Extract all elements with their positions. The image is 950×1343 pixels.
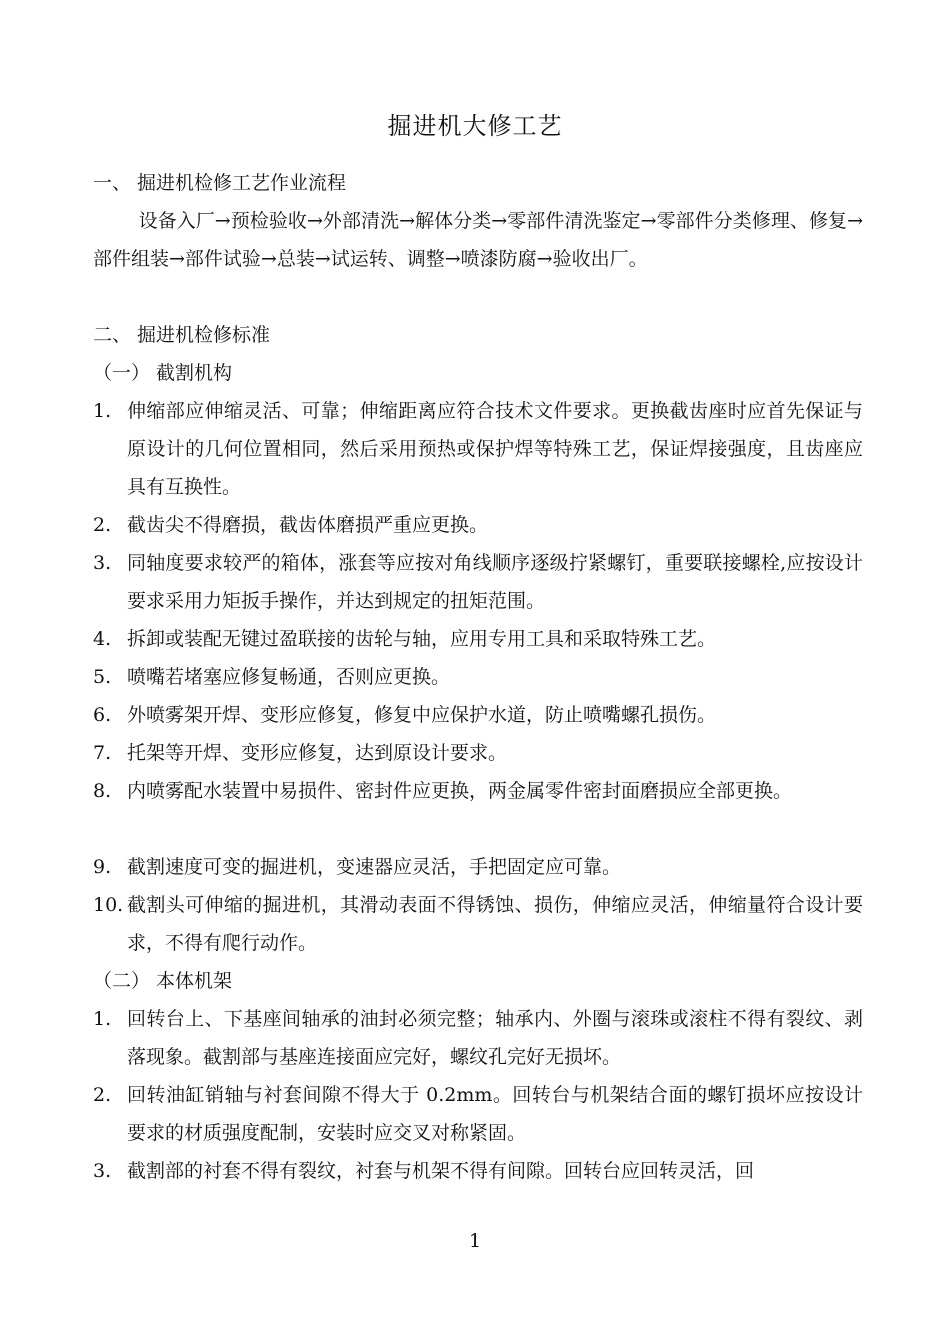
- item-number: 10.: [93, 894, 124, 916]
- list-item: 托架等开焊、变形应修复，达到原设计要求。: [127, 742, 508, 764]
- list-item: 截割速度可变的掘进机，变速器应灵活，手把固定应可靠。: [127, 856, 622, 878]
- list-item: 拆卸或装配无键过盈联接的齿轮与轴，应用专用工具和采取特殊工艺。: [127, 628, 717, 650]
- list-item: 同轴度要求较严的箱体，涨套等应按对角线顺序逐级拧紧螺钉，重要联接螺栓,应按设计要求采用力矩扳手操作，并达到规定的扭矩范围。: [127, 552, 863, 612]
- list-item: 截割部的衬套不得有裂纹，衬套与机架不得有间隙。回转台应回转灵活，回: [127, 1160, 755, 1182]
- item-number: 1.: [93, 1008, 112, 1030]
- section-heading-standards: 二、 掘进机检修标准: [93, 324, 271, 346]
- list-item: 截齿尖不得磨损，截齿体磨损严重应更换。: [127, 514, 489, 536]
- item-number: 8.: [93, 780, 112, 802]
- item-number: 9.: [93, 856, 112, 878]
- item-number: 7.: [93, 742, 112, 764]
- list-item: 回转台上、下基座间轴承的油封必须完整；轴承内、外圈与滚珠或滚柱不得有裂纹、剥落现象。截割部与基座连接面应完好，螺纹孔完好无损坏。: [127, 1008, 863, 1068]
- item-number: 6.: [93, 704, 112, 726]
- list-item: 喷嘴若堵塞应修复畅通，否则应更换。: [127, 666, 451, 688]
- item-number: 2.: [93, 1084, 112, 1106]
- item-number: 5.: [93, 666, 112, 688]
- list-item: 内喷雾配水装置中易损件、密封件应更换，两金属零件密封面磨损应全部更换。: [127, 780, 793, 802]
- page-number: 1: [468, 1230, 482, 1252]
- item-number: 3.: [93, 552, 112, 574]
- list-item: 外喷雾架开焊、变形应修复，修复中应保护水道，防止喷嘴螺孔损伤。: [127, 704, 717, 726]
- section-heading-process: 一、 掘进机检修工艺作业流程: [93, 172, 347, 194]
- item-number: 4.: [93, 628, 112, 650]
- process-flow-paragraph: 设备入厂→预检验收→外部清洗→解体分类→零部件清洗鉴定→零部件分类修理、修复→部件组装→部件试验→总装→试运转、调整→喷漆防腐→验收出厂。: [93, 210, 863, 270]
- item-number: 3.: [93, 1160, 112, 1182]
- document-title: 掘进机大修工艺: [387, 112, 563, 140]
- item-number: 1.: [93, 400, 112, 422]
- list-item: 回转油缸销轴与衬套间隙不得大于 0.2mm。回转台与机架结合面的螺钉损坏应按设计要求的材质强度配制，安装时应交叉对称紧固。: [127, 1084, 863, 1144]
- list-item: 截割头可伸缩的掘进机，其滑动表面不得锈蚀、损伤，伸缩应灵活，伸缩量符合设计要求，不得有爬行动作。: [127, 894, 863, 954]
- item-number: 2.: [93, 514, 112, 536]
- subsection-heading-frame: （二） 本体机架: [93, 970, 233, 992]
- list-item: 伸缩部应伸缩灵活、可靠；伸缩距离应符合技术文件要求。更换截齿座时应首先保证与原设计的几何位置相同，然后采用预热或保护焊等特殊工艺，保证焊接强度，且齿座应具有互换性。: [127, 400, 863, 498]
- subsection-heading-cutting: （一） 截割机构: [93, 362, 233, 384]
